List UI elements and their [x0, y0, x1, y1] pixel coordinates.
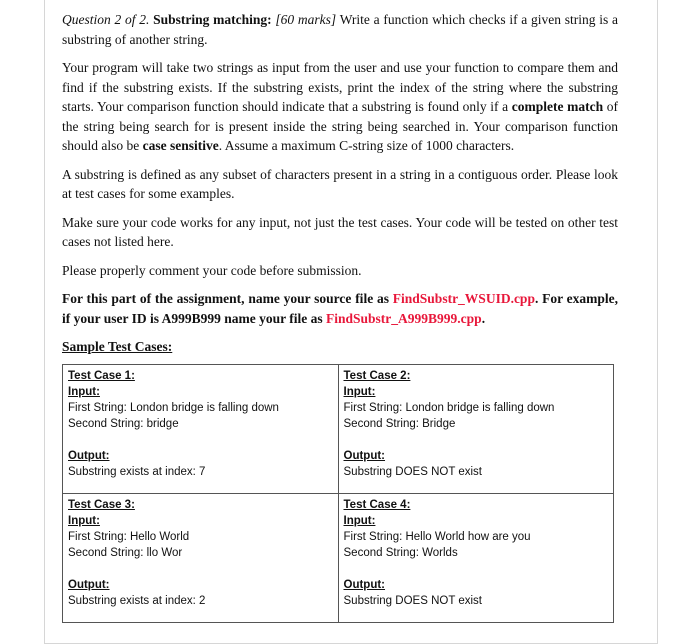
input-label: Input: [68, 386, 100, 398]
output-label: Output: [68, 579, 110, 591]
sample-test-cases-heading: Sample Test Cases: [62, 339, 173, 354]
output-value: Substring DOES NOT exist [343, 466, 482, 478]
test-case-title: Test Case 1: [68, 370, 135, 382]
test-case-cell [63, 365, 339, 494]
req-bold-complete-match: complete match [511, 99, 604, 114]
output-value: Substring DOES NOT exist [343, 595, 482, 607]
test-note: Make sure your code works for any input, not just the test cases. Your code will be tested on other test cases not listed here. [62, 214, 618, 249]
output-label: Output: [343, 579, 386, 591]
req-bold-case-sensitive: case sensitive [142, 138, 219, 153]
test-case-title: Test Case 4: [343, 499, 411, 511]
second-string: Second String: llo Wor [68, 547, 183, 559]
test-case-title: Test Case 3: [68, 499, 135, 511]
question-intro: Write a function which checks if a given string is a substring of another string. [62, 12, 619, 47]
output-value: Substring exists at index: 7 [68, 466, 206, 478]
req-text-3: . Assume a maximum C-string size of 1000 characters. [218, 138, 515, 153]
test-cases-table [62, 364, 614, 623]
table-row [63, 494, 614, 623]
input-label: Input: [68, 515, 100, 527]
filename-example: FindSubstr_A999B999.cpp [326, 310, 482, 326]
input-label: Input: [343, 515, 376, 527]
input-label: Input: [343, 386, 376, 398]
requirements-paragraph [62, 58, 618, 156]
file-naming-instruction [62, 289, 618, 328]
naming-text-1: For this part of the assignment, name your source file as [62, 291, 389, 306]
test-case-cell [63, 494, 339, 623]
output-value: Substring exists at index: 2 [68, 595, 206, 607]
req-text-1: Your program will take two strings as input from the user and use your function to compare them and find if the substring exists. If the substring exists, print the index of the string where the substring starts. Your comparison function should indicate that a substring is found only if a [62, 60, 618, 114]
req-text-2: of the string being search for is present inside the string being searched in. Your comparison function should also be [62, 99, 619, 153]
test-case-title: Test Case 2: [343, 370, 411, 382]
question-marks: [60 marks] [275, 12, 337, 27]
question-header [62, 10, 618, 49]
second-string: Second String: Worlds [343, 547, 458, 559]
first-string: First String: Hello World how are you [343, 531, 531, 543]
question-number: Question 2 of 2. [62, 12, 150, 27]
first-string: First String: London bridge is falling down [343, 402, 555, 414]
table-row [63, 365, 614, 494]
filename-template: FindSubstr_WSUID.cpp [392, 291, 535, 306]
output-label: Output: [68, 450, 110, 462]
question-document [62, 10, 618, 365]
first-string: First String: Hello World [68, 531, 190, 543]
second-string: Second String: Bridge [343, 418, 456, 430]
comment-note: Please properly comment your code before submission. [62, 262, 362, 278]
first-string: First String: London bridge is falling down [68, 402, 279, 414]
substring-definition: A substring is defined as any subset of characters present in a string in a contiguous order. Please look at test cases for some examples. [62, 166, 618, 201]
question-title: Substring matching: [153, 12, 272, 27]
test-case-cell [338, 365, 614, 494]
second-string: Second String: bridge [68, 418, 179, 430]
output-label: Output: [343, 450, 386, 462]
naming-text-2: . For example, if your user ID is A999B999 name your file as [62, 291, 619, 326]
naming-text-3: . [481, 310, 486, 326]
test-case-cell [338, 494, 614, 623]
